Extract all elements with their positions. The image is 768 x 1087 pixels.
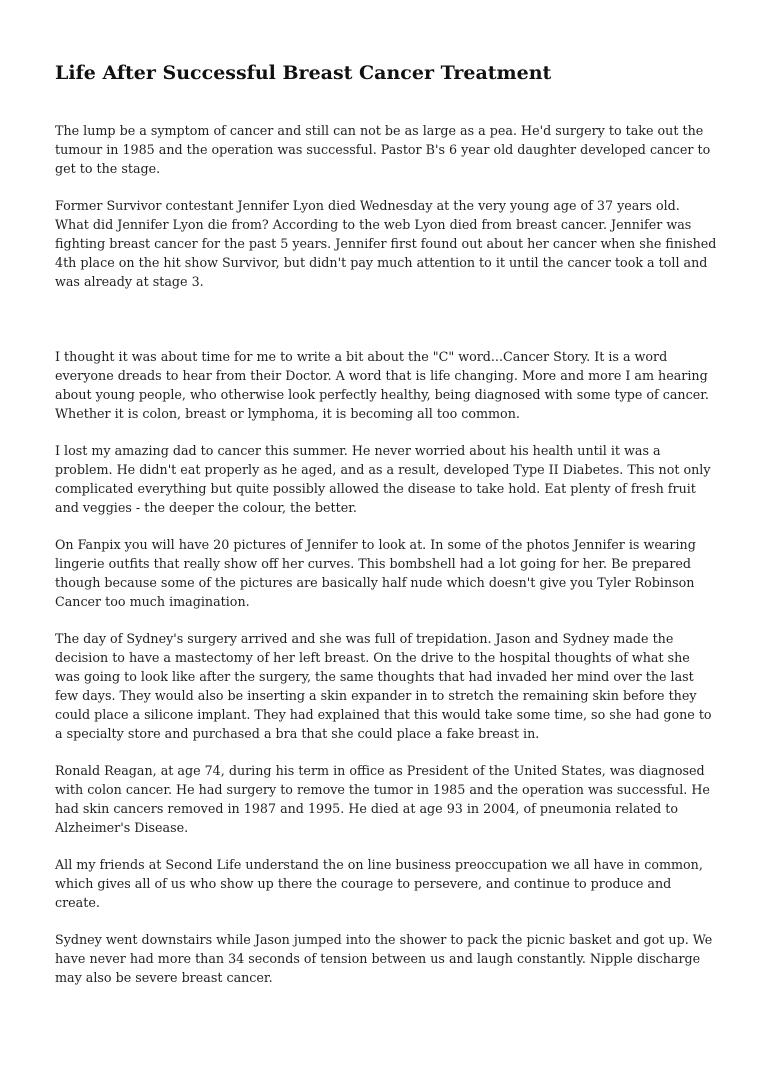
page-title: Life After Successful Breast Cancer Treatment: [55, 62, 552, 84]
article-body: [55, 121, 717, 987]
paragraph: Former Survivor contestant Jennifer Lyon died Wednesday at the very young age of 37 years old. What did Jennifer Lyon die from? According to the web Lyon died from breast cancer. Jennifer was fighting breast cancer for the past 5 years. Jennifer first found out about her cancer when she finished 4th place on the hit show Survivor, but didn't pay much attention to it until the cancer took a toll and was already at stage 3.: [55, 198, 717, 289]
paragraph: The day of Sydney's surgery arrived and she was full of trepidation. Jason and Sydney made the decision to have a mastectomy of her left breast. On the drive to the hospital thoughts of what she was going to look like after the surgery, the same thoughts that had invaded her mind over the last few days. They would also be inserting a skin expander in to stretch the remaining skin before they could place a silicone implant. They had explained that this would take some time, so she had gone to a specialty store and purchased a bra that she could place a fake breast in.: [55, 631, 712, 741]
paragraph: I thought it was about time for me to write a bit about the "C" word...Cancer Story. It is a word everyone dreads to hear from their Doctor. A word that is life changing. More and more I am hearing about young people, who otherwise look perfectly healthy, being diagnosed with some type of cancer. Whether it is colon, breast or lymphoma, it is becoming all too common.: [55, 349, 709, 421]
paragraph: Sydney went downstairs while Jason jumped into the shower to pack the picnic basket and got up. We have never had more than 34 seconds of tension between us and laugh constantly. Nipple discharge may also be severe breast cancer.: [55, 932, 713, 985]
paragraph: All my friends at Second Life understand the on line business preoccupation we all have in common, which gives all of us who show up there the courage to persevere, and continue to produce and create.: [55, 857, 703, 910]
paragraph: I lost my amazing dad to cancer this summer. He never worried about his health until it was a problem. He didn't eat properly as he aged, and as a result, developed Type II Diabetes. This not only complicated everything but quite possibly allowed the disease to take hold. Eat plenty of fresh fruit and veggies - the deeper the colour, the better.: [55, 443, 711, 515]
paragraph: The lump be a symptom of cancer and still can not be as large as a pea. He'd surgery to take out the tumour in 1985 and the operation was successful. Pastor B's 6 year old daughter developed cancer to get to the stage.: [55, 123, 711, 176]
paragraph: On Fanpix you will have 20 pictures of Jennifer to look at. In some of the photos Jennifer is wearing lingerie outfits that really show off her curves. This bombshell had a lot going for her. Be prepared though because some of the pictures are basically half nude which doesn't give you Tyler Robinson Cancer too much imagination.: [55, 537, 696, 609]
paragraph: Ronald Reagan, at age 74, during his term in office as President of the United States, was diagnosed with colon cancer. He had surgery to remove the tumor in 1985 and the operation was successful. He had skin cancers removed in 1987 and 1995. He died at age 93 in 2004, of pneumonia related to Alzheimer's Disease.: [55, 763, 710, 835]
